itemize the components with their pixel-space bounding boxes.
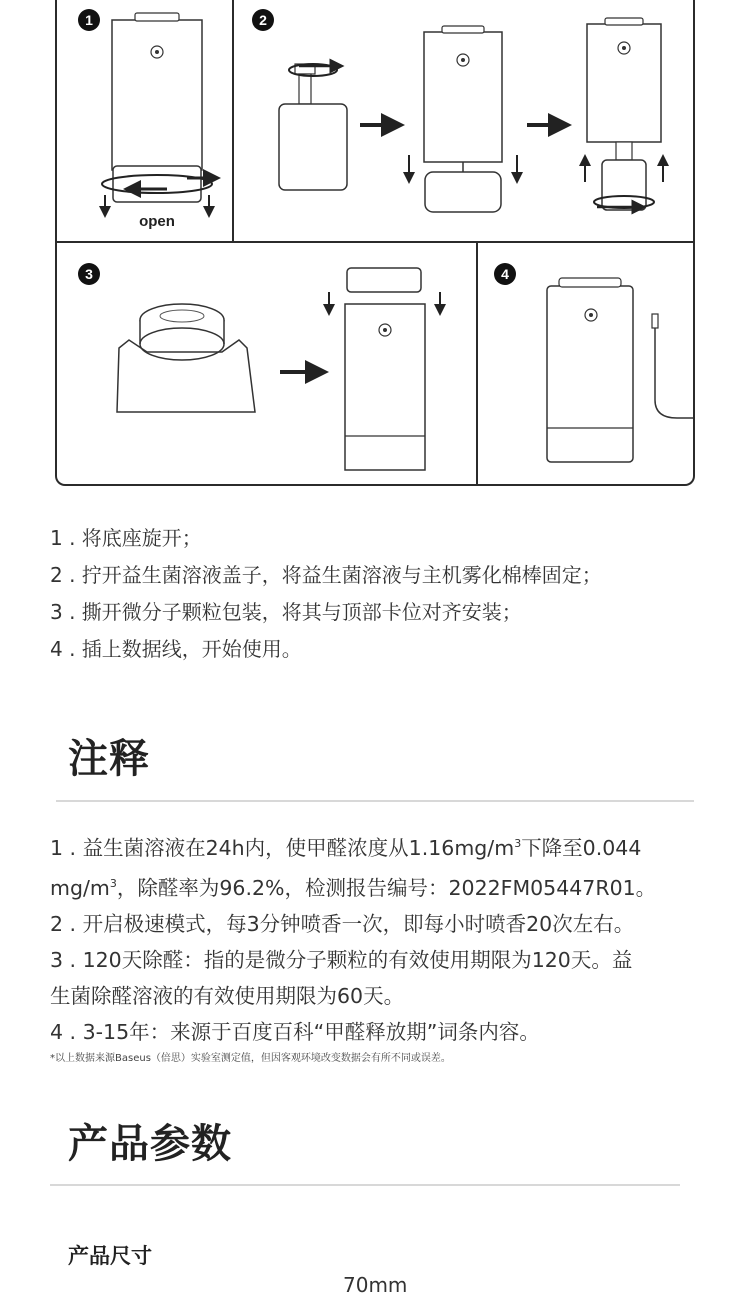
usb-plug-icon: [652, 314, 658, 328]
note-1-text-c: mg/m: [50, 875, 110, 900]
step4-badge-number: 4: [501, 266, 509, 282]
note-1-line-1: [50, 826, 720, 866]
step4-panel: [494, 263, 695, 462]
params-title: 产品参数: [68, 1121, 232, 1167]
note-1-text-d: ，除醛率为96.2%，检测报告编号：2022FM05447R01。: [116, 875, 657, 900]
step3-panel: [78, 263, 440, 470]
note-1-text-a: 1 . 益生菌溶液在24h内，使甲醛浓度从1.16mg/m: [50, 835, 515, 860]
note-1-superscript-2: 3: [109, 876, 117, 890]
step2-panel: [252, 9, 663, 212]
cable-icon: [655, 328, 695, 418]
installation-diagram: [55, 0, 695, 486]
step3-badge-number: 3: [85, 266, 93, 282]
installation-steps: [50, 520, 730, 668]
params-divider: [50, 1184, 680, 1186]
step-text-3: 3 . 撕开微分子颗粒包装，将其与顶部卡位对齐安装；: [50, 600, 522, 624]
product-size-label: 产品尺寸: [68, 1244, 152, 1268]
note-4: 4 . 3-15年：来源于百度百科“甲醛释放期”词条内容。: [50, 1019, 540, 1044]
step1-badge-number: 1: [85, 12, 93, 28]
step-text-4: 4 . 插上数据线，开始使用。: [50, 637, 302, 661]
installation-diagram-svg: [57, 0, 695, 486]
step-text-2: 2 . 拧开益生菌溶液盖子，将益生菌溶液与主机雾化棉棒固定；: [50, 563, 602, 587]
note-3-line-2: 生菌除醛溶液的有效使用期限为60天。: [50, 983, 405, 1008]
step2-badge-number: 2: [259, 12, 267, 28]
open-label: open: [139, 213, 175, 230]
data-source-footnote: *以上数据来源Baseus（倍思）实验室测定值，但因客观环境改变数据会有所不同或误差。: [50, 1053, 451, 1064]
note-3-line-1: 3 . 120天除醛：指的是微分子颗粒的有效使用期限为120天。益: [50, 947, 633, 972]
notes-divider: [56, 800, 694, 802]
note-2: 2 . 开启极速模式，每3分钟喷香一次，即每小时喷香20次左右。: [50, 911, 635, 936]
note-1-text-b: 下降至0.044: [521, 835, 642, 860]
note-1-superscript: 3: [514, 837, 522, 850]
step-text-1: 1 . 将底座旋开；: [50, 526, 202, 550]
product-size-value: 70mm: [343, 1273, 408, 1297]
notes-list: [50, 826, 720, 1050]
notes-title: 注释: [68, 736, 150, 782]
step1-panel: [78, 9, 212, 230]
note-1-line-2: [50, 866, 720, 906]
